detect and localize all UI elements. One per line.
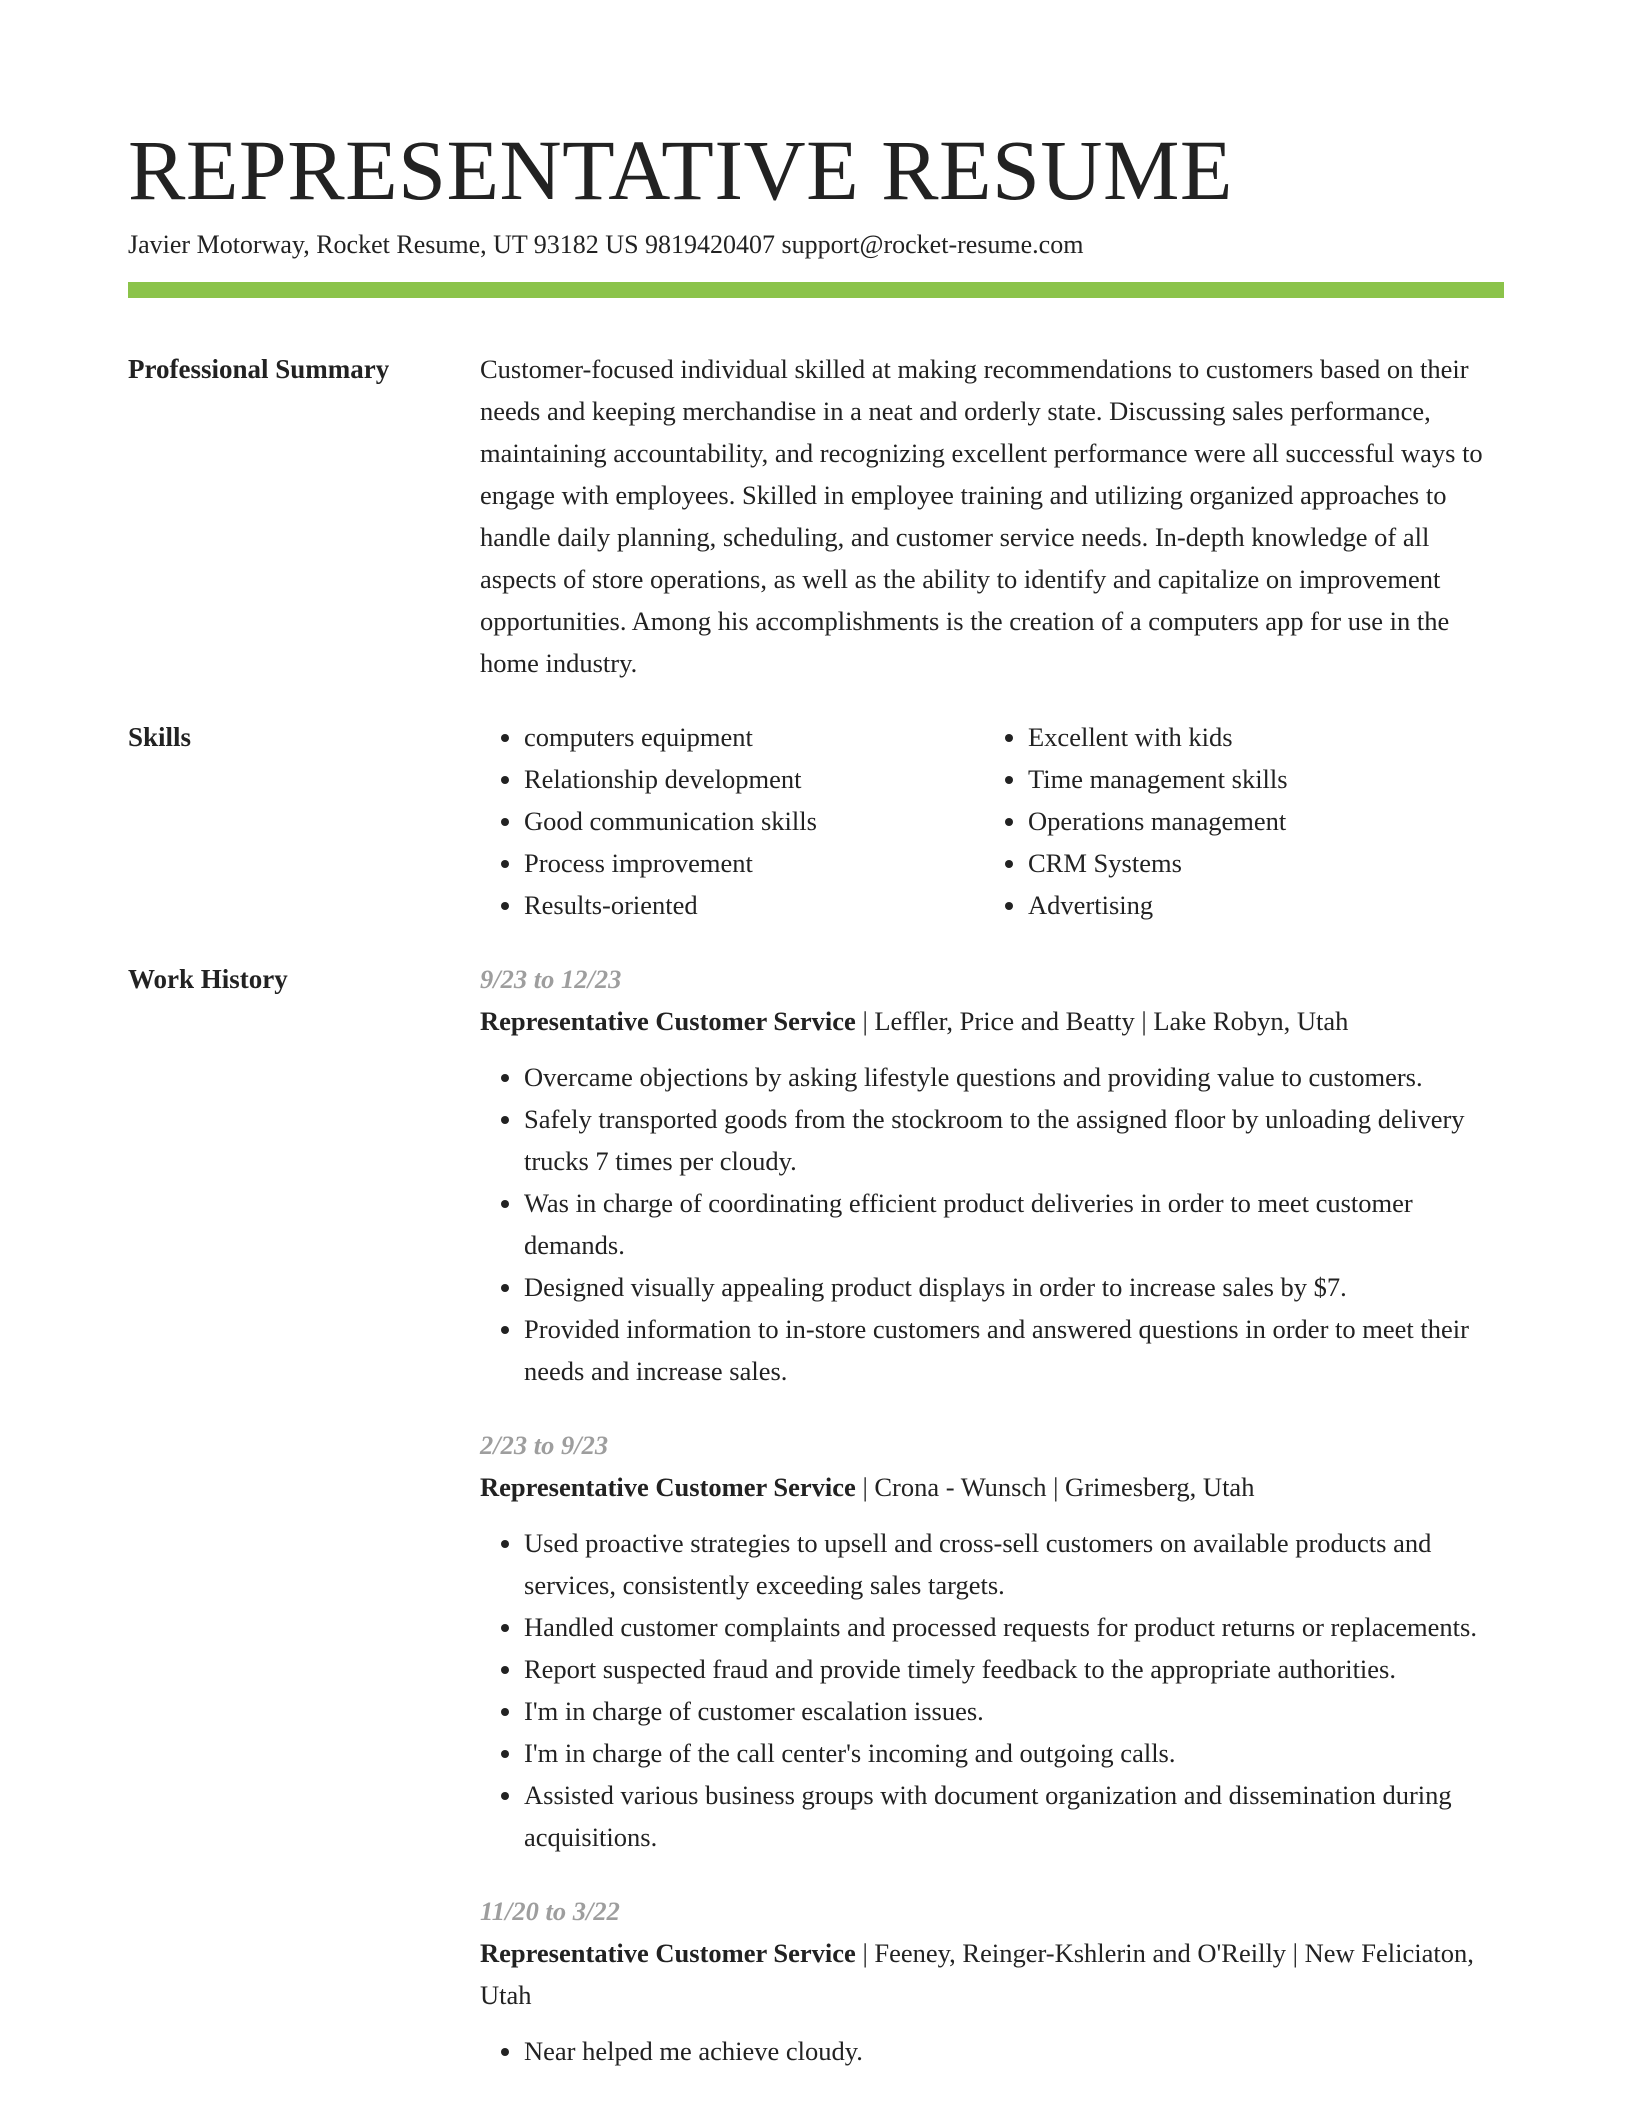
- header-divider: [128, 282, 1504, 298]
- resume-page: [128, 0, 1504, 2104]
- skills-grid: [480, 716, 1504, 926]
- summary-text: Customer-focused individual skilled at making recommendations to customers based on their needs and keeping merchandise in a neat and orderly state. Discussing sales performance, maintaining accountability, and recognizing excellent performance were all successful ways to engage with employees. Skilled in employee training and utilizing organized approaches to handle daily planning, scheduling, and customer service needs. In-depth knowledge of all aspects of store operations, as well as the ability to identify and capitalize on improvement opportunities. Among his accomplishments is the creation of a computers app for use in the home industry.: [480, 354, 1483, 678]
- job-bullet: • Safely transported goods from the stockroom to the assigned floor by unloading delivery trucks 7 times per cloudy.: [524, 1098, 1504, 1182]
- job-bullet: • I'm in charge of customer escalation issues.: [524, 1690, 1504, 1732]
- work-history-title: Work History: [128, 964, 288, 994]
- job-dates: 9/23 to 12/23: [480, 964, 622, 994]
- job-bullet: • Provided information to in-store customers and answered questions in order to meet their needs and increase sales.: [524, 1308, 1504, 1392]
- job-heading: [480, 1000, 1504, 1042]
- job-bullets: [480, 2030, 1504, 2072]
- job-heading: [480, 1466, 1504, 1508]
- job-bullet: • I'm in charge of the call center's incoming and outgoing calls.: [524, 1732, 1504, 1774]
- job-title: Representative Customer Service: [480, 1472, 856, 1502]
- job-bullet: • Used proactive strategies to upsell and cross-sell customers on available products and services, consistently exceeding sales targets.: [524, 1522, 1504, 1606]
- job-details: | Leffler, Price and Beatty | Lake Robyn, Utah: [855, 1006, 1349, 1036]
- skills-section: [128, 716, 1504, 926]
- job-entry: [480, 1890, 1504, 2072]
- job-bullets: [480, 1056, 1504, 1392]
- skills-list-right: [984, 716, 1488, 926]
- job-title: Representative Customer Service: [480, 1006, 856, 1036]
- skill-item: • Excellent with kids: [1028, 716, 1488, 758]
- skills-title: Skills: [128, 722, 192, 752]
- skill-item: • Operations management: [1028, 800, 1488, 842]
- job-bullet: • Handled customer complaints and processed requests for product returns or replacements.: [524, 1606, 1504, 1648]
- summary-title: Professional Summary: [128, 354, 390, 384]
- skills-list-left: [480, 716, 984, 926]
- skill-item: • Process improvement: [524, 842, 984, 884]
- job-title: Representative Customer Service: [480, 1938, 856, 1968]
- job-bullet: • Report suspected fraud and provide timely feedback to the appropriate authorities.: [524, 1648, 1504, 1690]
- resume-name: REPRESENTATIVE RESUME: [128, 122, 1233, 218]
- job-bullet: • Was in charge of coordinating efficient product deliveries in order to meet customer demands.: [524, 1182, 1504, 1266]
- skill-item: • Good communication skills: [524, 800, 984, 842]
- job-entry: [480, 958, 1504, 1392]
- job-dates: 11/20 to 3/22: [480, 1896, 620, 1926]
- job-bullets: [480, 1522, 1504, 1858]
- job-bullet: • Designed visually appealing product displays in order to increase sales by $7.: [524, 1266, 1504, 1308]
- skill-item: • Relationship development: [524, 758, 984, 800]
- skill-item: • Time management skills: [1028, 758, 1488, 800]
- summary-section: [128, 348, 1504, 684]
- job-bullet: • Near helped me achieve cloudy.: [524, 2030, 1504, 2072]
- job-heading: [480, 1932, 1504, 2016]
- skill-item: • Advertising: [1028, 884, 1488, 926]
- job-details: | Crona - Wunsch | Grimesberg, Utah: [855, 1472, 1255, 1502]
- job-bullet: • Assisted various business groups with document organization and dissemination during acquisitions.: [524, 1774, 1504, 1858]
- work-history-section: [128, 958, 1504, 2104]
- contact-line: Javier Motorway, Rocket Resume, UT 93182 US 9819420407 support@rocket-resume.com: [128, 230, 1084, 259]
- job-entry: [480, 1424, 1504, 1858]
- skills-body: [480, 716, 1504, 926]
- skill-item: • CRM Systems: [1028, 842, 1488, 884]
- job-dates: 2/23 to 9/23: [480, 1430, 609, 1460]
- summary-body: [480, 348, 1504, 684]
- skill-item: • Results-oriented: [524, 884, 984, 926]
- work-history-body: [480, 958, 1504, 2104]
- skill-item: • computers equipment: [524, 716, 984, 758]
- job-details: | Feeney, Reinger-Kshlerin and O'Reilly | New Feliciaton, Utah: [480, 1938, 1474, 2010]
- job-bullet: • Overcame objections by asking lifestyle questions and providing value to customers.: [524, 1056, 1504, 1098]
